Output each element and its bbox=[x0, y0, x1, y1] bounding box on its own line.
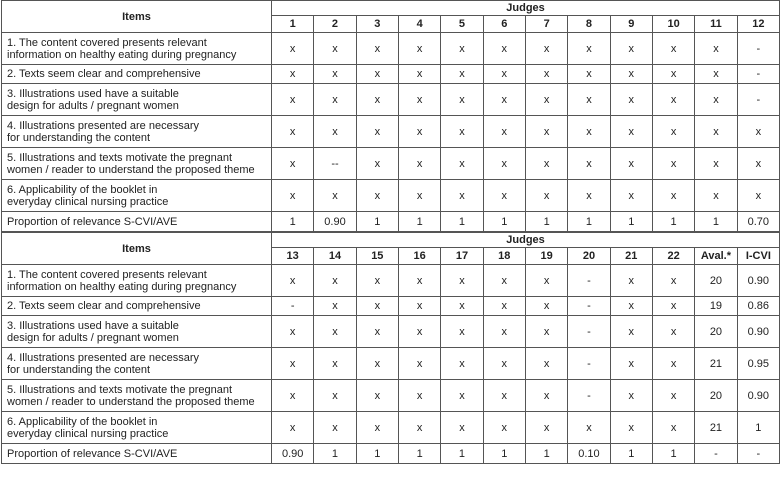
cell-value: x bbox=[272, 412, 314, 444]
cell-value: x bbox=[398, 84, 440, 116]
cell-value: x bbox=[272, 33, 314, 65]
row-label-line: 6. Applicability of the booklet in bbox=[7, 415, 158, 428]
cell-value: 1 bbox=[737, 412, 779, 444]
cell-value: 1 bbox=[610, 444, 652, 464]
judges-header: Judges bbox=[272, 1, 780, 16]
cell-value: x bbox=[314, 84, 356, 116]
cell-value: x bbox=[525, 348, 567, 380]
row-label bbox=[2, 265, 272, 297]
row-label-line: information on healthy eating during pregnancy bbox=[7, 48, 237, 61]
cell-value: - bbox=[568, 297, 610, 316]
cell-value: x bbox=[695, 33, 737, 65]
cell-value: x bbox=[398, 265, 440, 297]
cell-value: x bbox=[483, 65, 525, 84]
cell-value: x bbox=[483, 380, 525, 412]
cell-value: x bbox=[652, 180, 694, 212]
cell-value: x bbox=[610, 316, 652, 348]
cell-value: - bbox=[737, 65, 779, 84]
column-header: 14 bbox=[314, 248, 356, 265]
cell-value: - bbox=[737, 84, 779, 116]
cell-value: x bbox=[356, 65, 398, 84]
column-header: 12 bbox=[737, 16, 779, 33]
table-row bbox=[2, 180, 780, 212]
cell-value: x bbox=[441, 412, 483, 444]
cell-value: x bbox=[483, 180, 525, 212]
column-header: 7 bbox=[525, 16, 567, 33]
row-label bbox=[2, 444, 272, 464]
cell-value: x bbox=[652, 33, 694, 65]
cell-value: x bbox=[652, 380, 694, 412]
header-row-top bbox=[2, 1, 780, 16]
cell-value: x bbox=[356, 348, 398, 380]
cell-value: - bbox=[737, 33, 779, 65]
row-label-line: 3. Illustrations used have a suitable bbox=[7, 87, 179, 100]
cell-value: 0.90 bbox=[737, 316, 779, 348]
cell-value: x bbox=[483, 297, 525, 316]
cell-value: 1 bbox=[610, 212, 652, 232]
cell-value: x bbox=[483, 148, 525, 180]
cell-value: x bbox=[441, 380, 483, 412]
validation-table-1 bbox=[1, 0, 780, 232]
cell-value: x bbox=[568, 180, 610, 212]
cell-value: x bbox=[441, 33, 483, 65]
column-header: I-CVI bbox=[737, 248, 779, 265]
table-row bbox=[2, 380, 780, 412]
cell-value: x bbox=[525, 265, 567, 297]
cell-value: x bbox=[441, 180, 483, 212]
row-label bbox=[2, 412, 272, 444]
cell-value: 20 bbox=[695, 380, 737, 412]
cell-value: x bbox=[695, 84, 737, 116]
cell-value: 0.90 bbox=[314, 212, 356, 232]
cell-value: x bbox=[314, 65, 356, 84]
cell-value: 0.70 bbox=[737, 212, 779, 232]
cell-value: x bbox=[525, 148, 567, 180]
cell-value: x bbox=[568, 412, 610, 444]
cell-value: x bbox=[356, 33, 398, 65]
cell-value: x bbox=[652, 148, 694, 180]
cell-value: x bbox=[610, 65, 652, 84]
cell-value: x bbox=[441, 148, 483, 180]
column-header: 9 bbox=[610, 16, 652, 33]
cell-value: - bbox=[272, 297, 314, 316]
cell-value: x bbox=[610, 180, 652, 212]
cell-value: - bbox=[568, 265, 610, 297]
table-row bbox=[2, 297, 780, 316]
column-header: 16 bbox=[398, 248, 440, 265]
table-row bbox=[2, 116, 780, 148]
table-row bbox=[2, 148, 780, 180]
cell-value: x bbox=[652, 297, 694, 316]
cell-value: x bbox=[652, 65, 694, 84]
row-label-line: 4. Illustrations presented are necessary bbox=[7, 119, 199, 132]
cell-value: x bbox=[652, 84, 694, 116]
cell-value: x bbox=[610, 148, 652, 180]
cell-value: x bbox=[314, 412, 356, 444]
cell-value: x bbox=[483, 348, 525, 380]
column-header: 11 bbox=[695, 16, 737, 33]
cell-value: x bbox=[356, 84, 398, 116]
cell-value: x bbox=[272, 84, 314, 116]
cell-value: x bbox=[652, 316, 694, 348]
cell-value: x bbox=[652, 412, 694, 444]
column-header: 8 bbox=[568, 16, 610, 33]
cell-value: 1 bbox=[398, 212, 440, 232]
cell-value: x bbox=[314, 380, 356, 412]
cell-value: 20 bbox=[695, 316, 737, 348]
cell-value: x bbox=[483, 116, 525, 148]
cell-value: x bbox=[441, 316, 483, 348]
cell-value: x bbox=[356, 180, 398, 212]
table-row bbox=[2, 412, 780, 444]
cell-value: 0.95 bbox=[737, 348, 779, 380]
row-label bbox=[2, 33, 272, 65]
cell-value: x bbox=[272, 316, 314, 348]
cell-value: x bbox=[695, 180, 737, 212]
cell-value: 0.90 bbox=[272, 444, 314, 464]
row-label-line: 3. Illustrations used have a suitable bbox=[7, 319, 179, 332]
row-label bbox=[2, 212, 272, 232]
cell-value: - bbox=[737, 444, 779, 464]
row-label bbox=[2, 84, 272, 116]
cell-value: x bbox=[610, 116, 652, 148]
row-label-line: 4. Illustrations presented are necessary bbox=[7, 351, 199, 364]
row-label-line: 5. Illustrations and texts motivate the pregnant bbox=[7, 383, 233, 396]
row-label-line: for understanding the content bbox=[7, 131, 151, 144]
table-row bbox=[2, 65, 780, 84]
cell-value: x bbox=[314, 180, 356, 212]
cell-value: x bbox=[483, 84, 525, 116]
table-row bbox=[2, 84, 780, 116]
cell-value: 1 bbox=[568, 212, 610, 232]
cell-value: x bbox=[525, 412, 567, 444]
cell-value: x bbox=[272, 180, 314, 212]
row-label-line: for understanding the content bbox=[7, 363, 151, 376]
column-header: 3 bbox=[356, 16, 398, 33]
column-header: 15 bbox=[356, 248, 398, 265]
cell-value: 0.90 bbox=[737, 265, 779, 297]
table-row bbox=[2, 33, 780, 65]
row-label bbox=[2, 316, 272, 348]
cell-value: x bbox=[568, 65, 610, 84]
row-label-line: 1. The content covered presents relevant bbox=[7, 36, 207, 49]
cell-value: x bbox=[356, 316, 398, 348]
cell-value: 1 bbox=[356, 212, 398, 232]
cell-value: x bbox=[398, 65, 440, 84]
cell-value: x bbox=[737, 148, 779, 180]
cell-value: x bbox=[398, 148, 440, 180]
column-header: 10 bbox=[652, 16, 694, 33]
table-row bbox=[2, 265, 780, 297]
header-row-top bbox=[2, 233, 780, 248]
cell-value: 20 bbox=[695, 265, 737, 297]
cell-value: 1 bbox=[525, 212, 567, 232]
cell-value: 1 bbox=[441, 444, 483, 464]
judges-header: Judges bbox=[272, 233, 780, 248]
cell-value: x bbox=[441, 116, 483, 148]
cell-value: - bbox=[568, 380, 610, 412]
cell-value: x bbox=[398, 33, 440, 65]
row-label-line: 2. Texts seem clear and comprehensive bbox=[7, 68, 201, 80]
row-label-line: Proportion of relevance S-CVI/AVE bbox=[7, 447, 178, 460]
row-label-line: women / reader to understand the proposed theme bbox=[7, 163, 255, 176]
row-label-line: 1. The content covered presents relevant bbox=[7, 268, 207, 281]
column-header: 18 bbox=[483, 248, 525, 265]
row-label-line: 6. Applicability of the booklet in bbox=[7, 183, 158, 196]
row-label bbox=[2, 180, 272, 212]
cell-value: -- bbox=[314, 148, 356, 180]
column-header: 13 bbox=[272, 248, 314, 265]
cell-value: 1 bbox=[525, 444, 567, 464]
column-header: 20 bbox=[568, 248, 610, 265]
row-label bbox=[2, 65, 272, 84]
cell-value: 1 bbox=[483, 444, 525, 464]
cell-value: x bbox=[441, 297, 483, 316]
cell-value: x bbox=[652, 265, 694, 297]
cell-value: x bbox=[652, 116, 694, 148]
row-label-line: everyday clinical nursing practice bbox=[7, 427, 169, 440]
cell-value: 1 bbox=[652, 444, 694, 464]
items-header: Items bbox=[2, 233, 272, 265]
cell-value: x bbox=[356, 148, 398, 180]
cell-value: 0.90 bbox=[737, 380, 779, 412]
row-label-line: design for adults / pregnant women bbox=[7, 331, 179, 344]
cell-value: x bbox=[314, 265, 356, 297]
cell-value: x bbox=[441, 265, 483, 297]
cell-value: x bbox=[610, 412, 652, 444]
cell-value: x bbox=[610, 33, 652, 65]
cell-value: x bbox=[356, 265, 398, 297]
cell-value: x bbox=[652, 348, 694, 380]
row-label-line: information on healthy eating during pregnancy bbox=[7, 280, 237, 293]
cell-value: x bbox=[568, 116, 610, 148]
cell-value: x bbox=[737, 180, 779, 212]
column-header: 22 bbox=[652, 248, 694, 265]
cell-value: x bbox=[398, 180, 440, 212]
proportion-row bbox=[2, 444, 780, 464]
cell-value: x bbox=[314, 33, 356, 65]
row-label-line: everyday clinical nursing practice bbox=[7, 195, 169, 208]
row-label bbox=[2, 148, 272, 180]
cell-value: 1 bbox=[695, 212, 737, 232]
proportion-row bbox=[2, 212, 780, 232]
cell-value: x bbox=[483, 316, 525, 348]
cell-value: x bbox=[272, 265, 314, 297]
cell-value: x bbox=[483, 265, 525, 297]
table-row bbox=[2, 316, 780, 348]
cell-value: x bbox=[356, 116, 398, 148]
column-header: 21 bbox=[610, 248, 652, 265]
cell-value: x bbox=[568, 148, 610, 180]
row-label bbox=[2, 348, 272, 380]
cell-value: x bbox=[695, 148, 737, 180]
cell-value: x bbox=[525, 380, 567, 412]
column-header: 5 bbox=[441, 16, 483, 33]
cell-value: x bbox=[525, 297, 567, 316]
cell-value: x bbox=[610, 265, 652, 297]
row-label bbox=[2, 297, 272, 316]
cell-value: x bbox=[737, 116, 779, 148]
cell-value: 1 bbox=[398, 444, 440, 464]
row-label-line: Proportion of relevance S-CVI/AVE bbox=[7, 215, 178, 228]
cell-value: 1 bbox=[483, 212, 525, 232]
cell-value: x bbox=[525, 180, 567, 212]
cell-value: 1 bbox=[314, 444, 356, 464]
column-header: 1 bbox=[272, 16, 314, 33]
cell-value: 0.86 bbox=[737, 297, 779, 316]
cell-value: x bbox=[356, 412, 398, 444]
cell-value: x bbox=[356, 297, 398, 316]
row-label-line: design for adults / pregnant women bbox=[7, 99, 179, 112]
row-label-line: 2. Texts seem clear and comprehensive bbox=[7, 300, 201, 312]
cell-value: x bbox=[398, 116, 440, 148]
cell-value: x bbox=[568, 84, 610, 116]
cell-value: 21 bbox=[695, 348, 737, 380]
cell-value: x bbox=[314, 116, 356, 148]
column-header: 19 bbox=[525, 248, 567, 265]
cell-value: x bbox=[525, 116, 567, 148]
cell-value: x bbox=[398, 412, 440, 444]
cell-value: - bbox=[695, 444, 737, 464]
cell-value: x bbox=[483, 412, 525, 444]
cell-value: 21 bbox=[695, 412, 737, 444]
row-label bbox=[2, 380, 272, 412]
column-header: 6 bbox=[483, 16, 525, 33]
cell-value: x bbox=[525, 65, 567, 84]
cell-value: x bbox=[272, 65, 314, 84]
cell-value: x bbox=[314, 316, 356, 348]
cell-value: x bbox=[272, 348, 314, 380]
items-header: Items bbox=[2, 1, 272, 33]
column-header: Aval.* bbox=[695, 248, 737, 265]
cell-value: x bbox=[441, 348, 483, 380]
cell-value: x bbox=[610, 297, 652, 316]
cell-value: 1 bbox=[272, 212, 314, 232]
cell-value: - bbox=[568, 316, 610, 348]
row-label-line: 5. Illustrations and texts motivate the pregnant bbox=[7, 151, 233, 164]
cell-value: x bbox=[398, 316, 440, 348]
cell-value: 1 bbox=[441, 212, 483, 232]
cell-value: x bbox=[398, 348, 440, 380]
cell-value: x bbox=[441, 84, 483, 116]
cell-value: x bbox=[314, 348, 356, 380]
cell-value: x bbox=[398, 297, 440, 316]
cell-value: x bbox=[272, 380, 314, 412]
cell-value: 1 bbox=[652, 212, 694, 232]
column-header: 2 bbox=[314, 16, 356, 33]
cell-value: x bbox=[398, 380, 440, 412]
cell-value: x bbox=[483, 33, 525, 65]
cell-value: x bbox=[525, 316, 567, 348]
column-header: 4 bbox=[398, 16, 440, 33]
cell-value: x bbox=[568, 33, 610, 65]
row-label bbox=[2, 116, 272, 148]
cell-value: x bbox=[695, 65, 737, 84]
cell-value: x bbox=[314, 297, 356, 316]
cell-value: 19 bbox=[695, 297, 737, 316]
cell-value: x bbox=[610, 84, 652, 116]
row-label-line: women / reader to understand the proposed theme bbox=[7, 395, 255, 408]
cell-value: x bbox=[441, 65, 483, 84]
cell-value: x bbox=[525, 33, 567, 65]
cell-value: - bbox=[568, 348, 610, 380]
cell-value: 1 bbox=[356, 444, 398, 464]
cell-value: x bbox=[272, 148, 314, 180]
column-header: 17 bbox=[441, 248, 483, 265]
cell-value: x bbox=[610, 380, 652, 412]
cell-value: x bbox=[695, 116, 737, 148]
cell-value: x bbox=[272, 116, 314, 148]
cell-value: x bbox=[610, 348, 652, 380]
cell-value: 0.10 bbox=[568, 444, 610, 464]
validation-table-2 bbox=[1, 232, 780, 464]
table-row bbox=[2, 348, 780, 380]
cell-value: x bbox=[356, 380, 398, 412]
cell-value: x bbox=[525, 84, 567, 116]
